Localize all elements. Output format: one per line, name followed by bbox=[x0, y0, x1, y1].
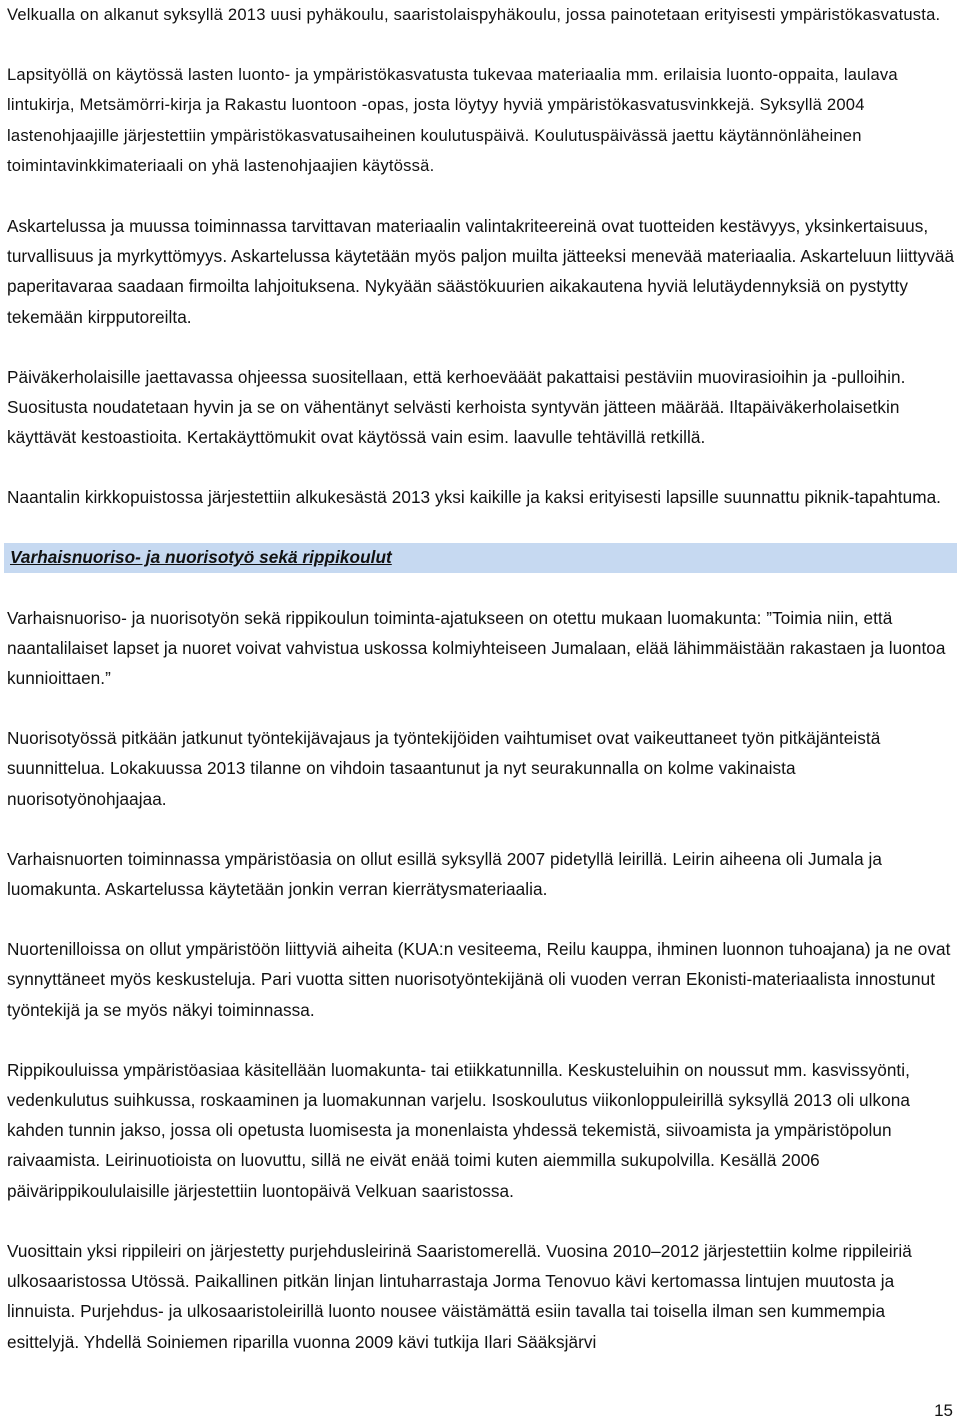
paragraph-picnic-event: Naantalin kirkkopuistossa järjestettiin alkukesästä 2013 yksi kaikille ja kaksi erityisesti lapsille suunnattu piknik-tapahtuma. bbox=[7, 487, 942, 508]
paragraph-sunday-school: Velkualla on alkanut syksyllä 2013 uusi pyhäkoulu, saaristolaispyhäkoulu, jossa painotetaan erityisesti ympäristökasvatusta. bbox=[7, 5, 941, 24]
paragraph-gap bbox=[7, 1025, 955, 1055]
paragraph-children-materials: Lapsityöllä on käytössä lasten luonto- ja ympäristökasvatusta tukevaa materiaalia mm. erilaisia luonto-oppaita, laulava lintukirja, Metsämörri-kirja ja Rakastu luontoon -opas, josta löytyy hyviä ympäristökasvatusvinkkejä. Syksyllä 2004 lastenohjaajille järjestettiin ympäristökasvatusaiheinen koulutuspäivä. Koulutuspäivässä jaettu käytännönläheinen toimintavinkkimateriaali on yhä lastenohjaajien käytössä. bbox=[7, 65, 898, 175]
paragraph-gap bbox=[7, 1206, 955, 1236]
paragraph-confirmation-school: Rippikouluissa ympäristöasiaa käsitellään luomakunta- tai etiikkatunnilla. Keskusteluihin on noussut mm. kasvissyönti, vedenkulutus suihkussa, roskaaminen ja luomakunnan varjelu. Isoskoulutus viikonloppuleirillä syksyllä 2013 oli ulkona kahden tunnin jakso, jossa oli opetusta luomisesta ja monenlaista yhdessä tekemistä, siivoamista ja ympäristöpolun raivaamista. Leirinuotioista on luovuttu, sillä ne eivät enää toimi kuten aiemmilla sukupolvilla. Kesällä 2006 päivärippikoululaisille järjestettiin luontopäivä Velkuan saaristossa. bbox=[7, 1059, 910, 1201]
paragraph-gap bbox=[7, 693, 955, 723]
paragraph-gap bbox=[7, 30, 955, 60]
paragraph-gap bbox=[7, 181, 955, 211]
paragraph-gap bbox=[7, 573, 955, 603]
paragraph-gap bbox=[7, 332, 955, 362]
paragraph-youth-camp: Varhaisnuorten toiminnassa ympäristöasia on ollut esillä syksyllä 2007 pidetyllä leirillä. Leirin aiheena oli Jumala ja luomakunta. Askartelussa käytetään jonkin verran kierrätysmateriaalia. bbox=[7, 848, 883, 900]
paragraph-mission-statement: Varhaisnuoriso- ja nuorisotyön sekä rippikoulun toiminta-ajatukseen on otettu mukaan luomakunta: ”Toimia niin, että naantalilaiset lapset ja nuoret voivat vahvistua uskossa kolmiyhteiseen Jumalaan, elää lähimmäistään rakastaen ja luontoa kunnioittaen.” bbox=[7, 607, 946, 689]
page-number: 15 bbox=[934, 1401, 953, 1420]
paragraph-gap bbox=[7, 452, 955, 482]
paragraph-gap bbox=[7, 513, 955, 543]
document-page bbox=[7, 0, 955, 1357]
paragraph-gap bbox=[7, 814, 955, 844]
section-heading: Varhaisnuoriso- ja nuorisotyö sekä rippikoulut bbox=[10, 547, 392, 568]
section-heading-bar bbox=[4, 543, 957, 573]
paragraph-day-club-lunch: Päiväkerholaisille jaettavassa ohjeessa suositellaan, että kerhoevääät pakattaisi pestäviin muovirasioihin ja -pulloihin. Suositusta noudatetaan hyvin ja se on vähentänyt selvästi kerhoista syntyvän jätteen määrää. Iltapäiväkerholaisetkin käyttävät kestoastioita. Kertakäyttömukit ovat käytössä vain esim. laavulle tehtävillä retkillä. bbox=[7, 366, 906, 448]
paragraph-staff-shortage: Nuorisotyössä pitkään jatkunut työntekijävajaus ja työntekijöiden vaihtumiset ovat vaikeuttaneet työn pitkäjänteistä suunnittelua. Lokakuussa 2013 tilanne on vihdoin tasaantunut ja nyt seurakunnalla on kolme vakinaista nuorisotyönohjaajaa. bbox=[7, 728, 881, 809]
paragraph-crafts-materials: Askartelussa ja muussa toiminnassa tarvittavan materiaalin valintakriteereinä ovat tuotteiden kestävyys, yksinkertaisuus, turvallisuus ja myrkyttömyys. Askartelussa käytetään myös paljon muilta jätteeksi menevää materiaalia. Askarteluun liittyvää paperitavaraa saadaan firmoilta lahjoituksena. Nykyään säästökuurien aikakautena hyviä lelutäydennyksiä on pystytty tekemään kirpputoreilta. bbox=[7, 216, 955, 327]
paragraph-sailing-camp: Vuosittain yksi rippileiri on järjestetty purjehdusleirinä Saaristomerellä. Vuosina 2010–2012 järjestettiin kolme rippileiriä ulkosaaristossa Utössä. Paikallinen pitkän linjan lintuharrastaja Jorma Tenovuo kävi kertomassa lintujen muutosta ja linnuista. Purjehdus- ja ulkosaaristoleirillä luonto nousee väistämättä esiin tavalla tai toisella ilman sen kummempia esittelyjä. Yhdellä Soiniemen riparilla vuonna 2009 kävi tutkija Ilari Sääksjärvi bbox=[7, 1240, 912, 1352]
paragraph-gap bbox=[7, 904, 955, 934]
paragraph-youth-evenings: Nuortenilloissa on ollut ympäristöön liittyviä aiheita (KUA:n vesiteema, Reilu kauppa, ihminen luonnon tuhoajana) ja ne ovat synnyttäneet myös keskusteluja. Pari vuotta sitten nuorisotyöntekijänä oli vuoden verran Ekonisti-materiaalista innostunut työntekijä ja se myös näkyi toiminnassa. bbox=[7, 939, 951, 1020]
